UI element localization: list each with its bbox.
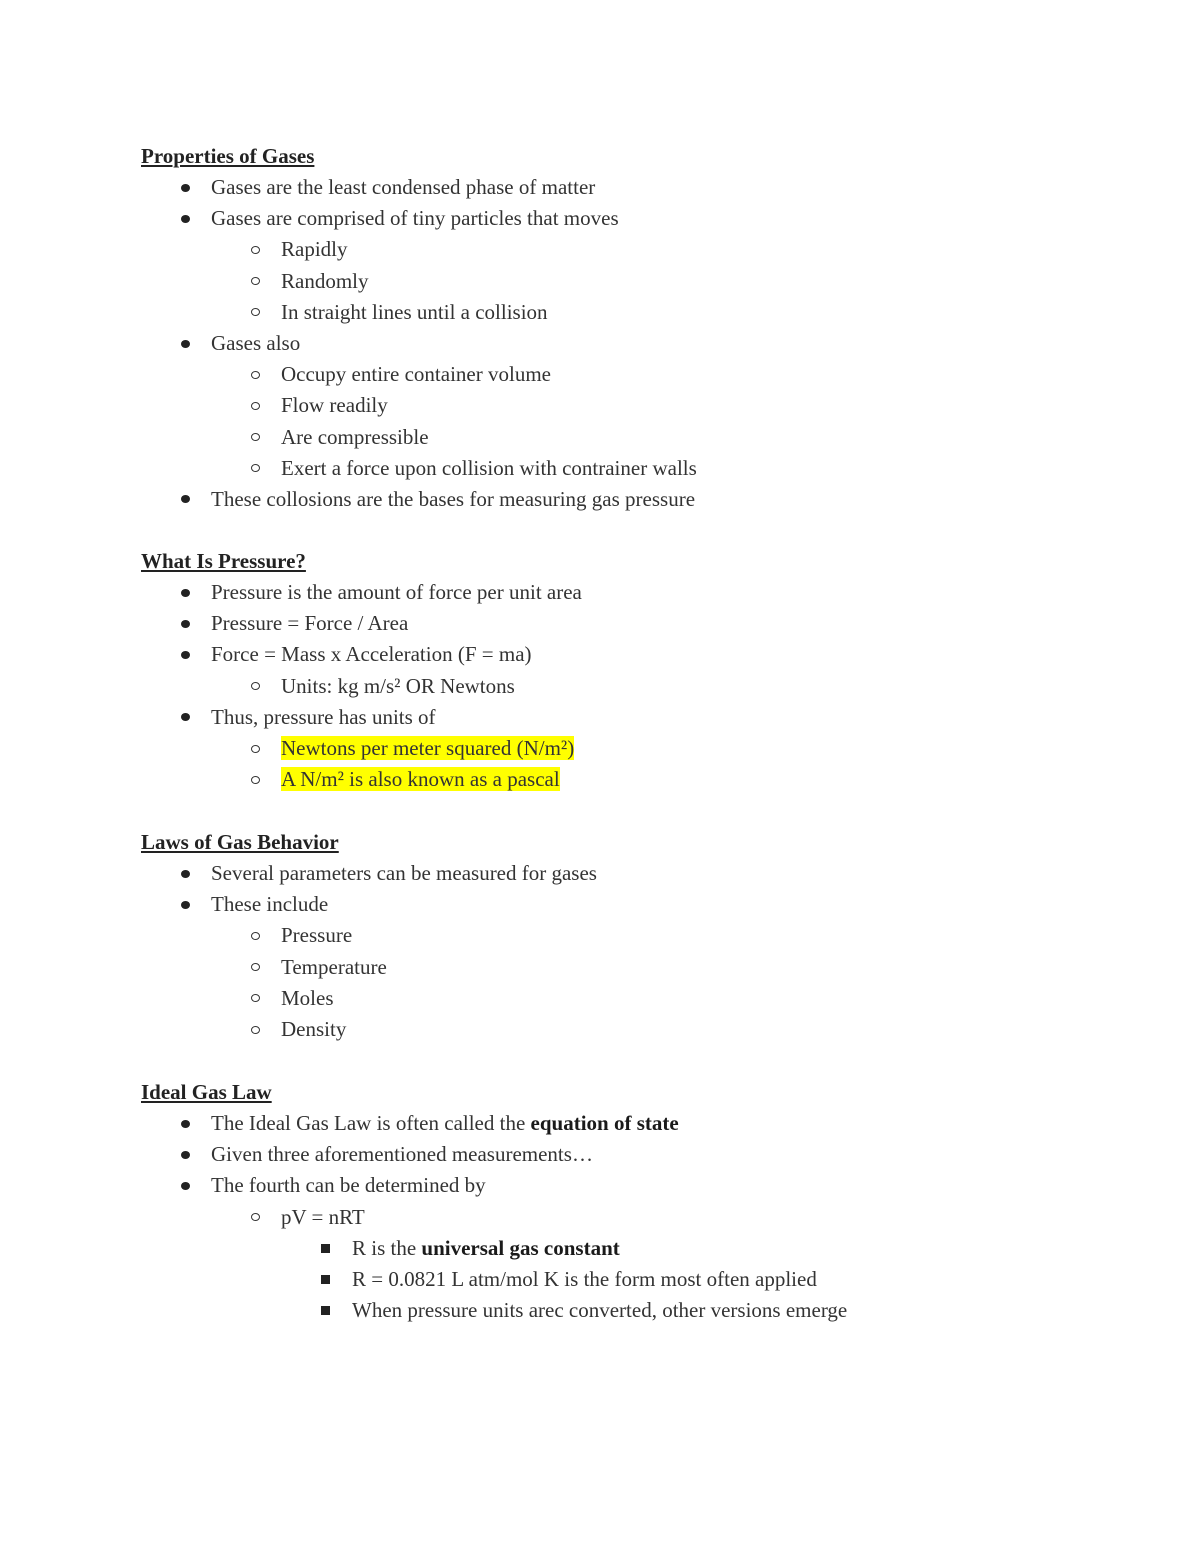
bullet-circle-icon — [251, 963, 260, 971]
list-item: Given three aforementioned measurements… — [141, 1139, 1141, 1170]
bullet-circle-icon — [251, 1026, 260, 1034]
list-item: pV = nRT — [141, 1202, 1141, 1233]
list-item: Flow readily — [141, 390, 1141, 421]
bold-term: equation of state — [530, 1111, 679, 1135]
list-item: Are compressible — [141, 422, 1141, 453]
list-item: R = 0.0821 L atm/mol K is the form most often applied — [141, 1264, 1141, 1295]
bullet-disc-icon — [181, 184, 190, 192]
section-heading: Properties of Gases — [141, 144, 315, 168]
bullet-circle-icon — [251, 371, 260, 379]
list-item: Occupy entire container volume — [141, 359, 1141, 390]
bullet-circle-icon — [251, 745, 260, 753]
bullet-square-icon — [321, 1306, 330, 1315]
list-item: Temperature — [141, 952, 1141, 983]
list-item: Pressure = Force / Area — [141, 608, 1141, 639]
list-item: The fourth can be determined by — [141, 1170, 1141, 1201]
list-item: Exert a force upon collision with contrainer walls — [141, 453, 1141, 484]
bullet-circle-icon — [251, 433, 260, 441]
list-item: Pressure — [141, 920, 1141, 951]
bullet-disc-icon — [181, 870, 190, 878]
bullet-circle-icon — [251, 402, 260, 410]
bullet-square-icon — [321, 1244, 330, 1253]
bullet-circle-icon — [251, 776, 260, 784]
list-item: Rapidly — [141, 234, 1141, 265]
bullet-circle-icon — [251, 994, 260, 1002]
list-item: Several parameters can be measured for gases — [141, 858, 1141, 889]
bullet-circle-icon — [251, 246, 260, 254]
bold-term: universal gas constant — [421, 1235, 620, 1260]
list-item: Units: kg m/s² OR Newtons — [141, 671, 1141, 702]
list-item — [141, 764, 1141, 795]
bullet-disc-icon — [181, 651, 190, 659]
list-item: R is the universal gas constant — [141, 1233, 1141, 1264]
list-item: In straight lines until a collision — [141, 297, 1141, 328]
list-item: Force = Mass x Acceleration (F = ma) — [141, 639, 1141, 670]
section-heading: Ideal Gas Law — [141, 1080, 272, 1104]
bullet-circle-icon — [251, 277, 260, 285]
section-ideal-gas-law — [141, 1077, 1141, 1326]
bullet-disc-icon — [181, 1182, 190, 1190]
list-item: Density — [141, 1014, 1141, 1045]
bullet-square-icon — [321, 1275, 330, 1284]
bullet-circle-icon — [251, 1213, 260, 1221]
bullet-disc-icon — [181, 589, 190, 597]
bullet-circle-icon — [251, 932, 260, 940]
section-what-is-pressure — [141, 546, 1141, 795]
list-item: Gases are the least condensed phase of matter — [141, 172, 1141, 203]
list-item: Randomly — [141, 266, 1141, 297]
list-item: These include — [141, 889, 1141, 920]
section-laws-of-gas-behavior — [141, 827, 1141, 1045]
bullet-disc-icon — [181, 620, 190, 628]
bullet-disc-icon — [181, 340, 190, 348]
bullet-disc-icon — [181, 1120, 190, 1128]
highlighted-text: Newtons per meter squared (N/m²) — [281, 735, 575, 760]
list-item: Gases also — [141, 328, 1141, 359]
list-item: Moles — [141, 983, 1141, 1014]
list-item: These collosions are the bases for measuring gas pressure — [141, 484, 1141, 515]
list-item: When pressure units arec converted, other versions emerge — [141, 1295, 1141, 1326]
bullet-circle-icon — [251, 682, 260, 690]
section-properties-of-gases — [141, 141, 1141, 515]
bullet-disc-icon — [181, 215, 190, 223]
bullet-circle-icon — [251, 464, 260, 472]
bullet-disc-icon — [181, 1151, 190, 1159]
bullet-disc-icon — [181, 901, 190, 909]
list-item — [141, 733, 1141, 764]
list-item: The Ideal Gas Law is often called the equation of state — [141, 1108, 1141, 1139]
highlighted-text: A N/m² is also known as a pascal — [281, 767, 560, 792]
bullet-disc-icon — [181, 713, 190, 721]
bullet-circle-icon — [251, 308, 260, 316]
bullet-disc-icon — [181, 495, 190, 503]
list-item: Gases are comprised of tiny particles that moves — [141, 203, 1141, 234]
list-item: Thus, pressure has units of — [141, 702, 1141, 733]
section-heading: Laws of Gas Behavior — [141, 830, 339, 854]
list-item: Pressure is the amount of force per unit area — [141, 577, 1141, 608]
section-heading: What Is Pressure? — [141, 549, 306, 573]
